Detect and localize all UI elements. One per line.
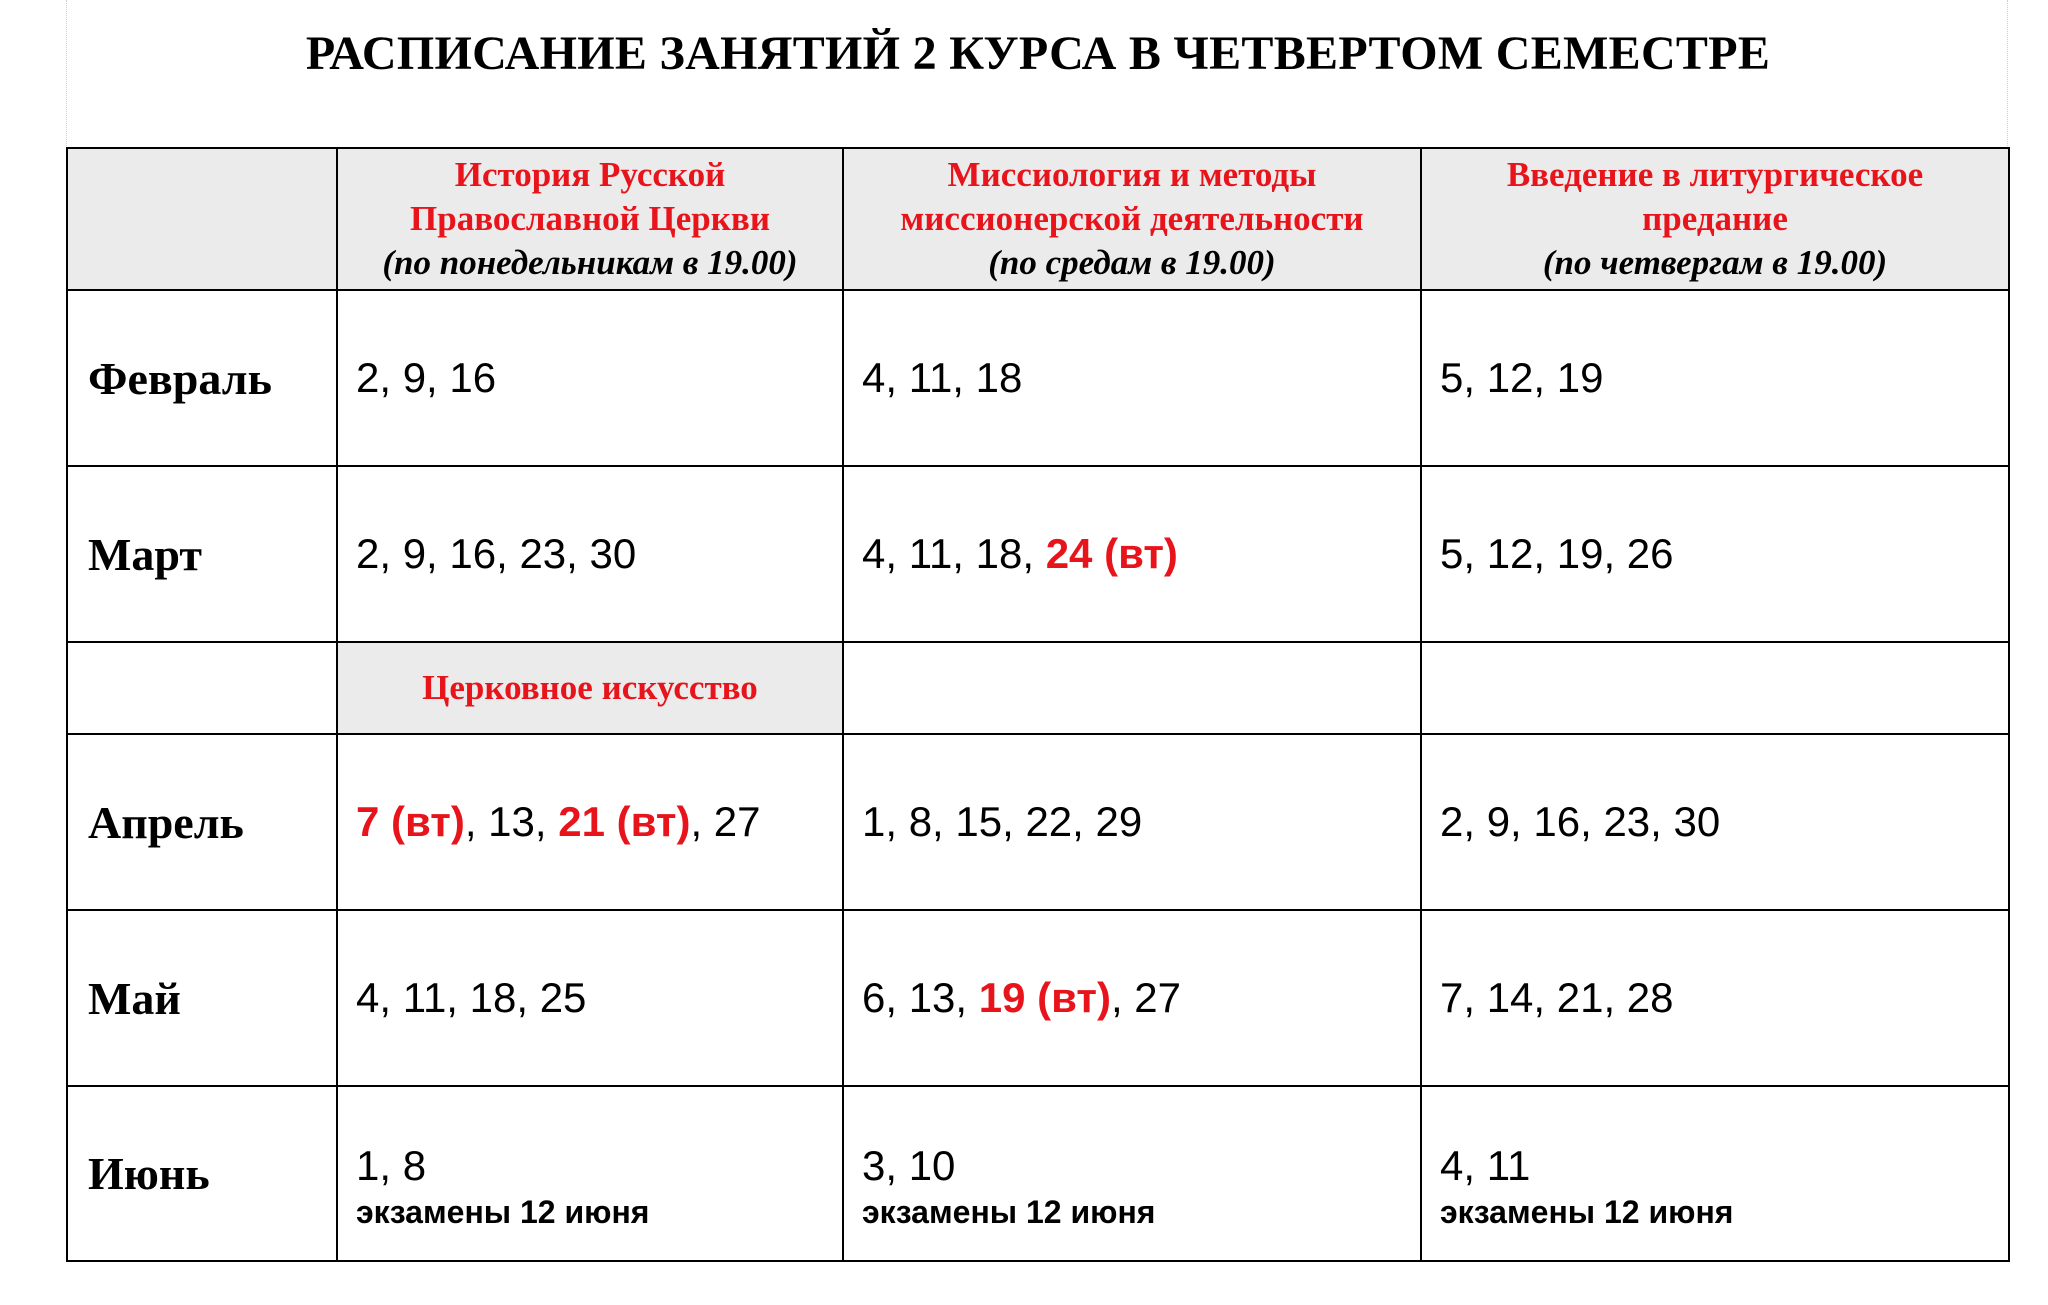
dates-cell xyxy=(843,466,1421,642)
rescheduled-date: 24 (вт) xyxy=(1045,530,1178,577)
course-header-liturgy xyxy=(1421,148,2009,290)
empty-cell xyxy=(843,642,1421,734)
dates-cell: 2, 9, 16, 23, 30 xyxy=(1421,734,2009,910)
dates-text: 6, 13, xyxy=(862,974,979,1021)
dates-cell: 1, 8, 15, 22, 29 xyxy=(843,734,1421,910)
month-label: Март xyxy=(67,466,337,642)
course-header-history xyxy=(337,148,843,290)
course-name-line2: Православной Церкви xyxy=(410,199,770,238)
dates-cell xyxy=(1421,1086,2009,1261)
month-label: Июнь xyxy=(67,1086,337,1261)
course-name-line1: История Русской xyxy=(454,155,726,194)
rescheduled-date: 19 (вт) xyxy=(978,974,1111,1021)
month-label: Февраль xyxy=(67,290,337,466)
dates-cell xyxy=(337,734,843,910)
exam-note: экзамены 12 июня xyxy=(1440,1194,1734,1230)
header-row xyxy=(67,148,2009,290)
page-title: РАСПИСАНИЕ ЗАНЯТИЙ 2 КУРСА В ЧЕТВЕРТОМ СЕМЕСТРЕ xyxy=(305,27,1771,80)
rescheduled-date: 21 (вт) xyxy=(558,798,691,845)
row-february xyxy=(67,290,2009,466)
course-time: (по средам в 19.00) xyxy=(988,243,1276,282)
dates-text: , 27 xyxy=(690,798,761,845)
dates-cell: 4, 11, 18, 25 xyxy=(337,910,843,1086)
dates-cell: 2, 9, 16 xyxy=(337,290,843,466)
course-name-line1: Миссиология и методы xyxy=(947,155,1317,194)
dates-cell xyxy=(337,1086,843,1261)
row-june xyxy=(67,1086,2009,1261)
empty-cell xyxy=(67,642,337,734)
empty-cell xyxy=(1421,642,2009,734)
dates-cell: 5, 12, 19, 26 xyxy=(1421,466,2009,642)
header-empty-cell xyxy=(67,148,337,290)
course-header-church-art: Церковное искусство xyxy=(337,642,843,734)
dates-text: , 13, xyxy=(464,798,559,845)
dates-cell: 4, 11, 18 xyxy=(843,290,1421,466)
dates-text: 4, 11, 18, xyxy=(862,530,1046,577)
course-name-line1: Введение в литургическое xyxy=(1506,155,1924,194)
dates-cell: 5, 12, 19 xyxy=(1421,290,2009,466)
dates-text: 3, 10 xyxy=(862,1142,956,1189)
row-april xyxy=(67,734,2009,910)
exam-note: экзамены 12 июня xyxy=(356,1194,650,1230)
row-march xyxy=(67,466,2009,642)
course-time: (по понедельникам в 19.00) xyxy=(382,243,798,282)
dates-cell: 2, 9, 16, 23, 30 xyxy=(337,466,843,642)
dates-cell: 7, 14, 21, 28 xyxy=(1421,910,2009,1086)
dates-text: 4, 11 xyxy=(1440,1142,1531,1189)
course-name-line2: миссионерской деятельности xyxy=(900,199,1364,238)
rescheduled-date: 7 (вт) xyxy=(356,798,465,845)
exam-note: экзамены 12 июня xyxy=(862,1194,1156,1230)
course-time: (по четвергам в 19.00) xyxy=(1542,243,1888,282)
course-header-missiology xyxy=(843,148,1421,290)
month-label: Май xyxy=(67,910,337,1086)
dates-cell xyxy=(843,1086,1421,1261)
dates-text: , 27 xyxy=(1110,974,1182,1021)
dates-cell xyxy=(843,910,1421,1086)
row-course-change xyxy=(67,642,2009,734)
dates-text: 1, 8 xyxy=(356,1142,427,1189)
row-may xyxy=(67,910,2009,1086)
month-label: Апрель xyxy=(67,734,337,910)
course-name-line2: предание xyxy=(1642,199,1788,238)
schedule-table xyxy=(66,147,2010,1262)
